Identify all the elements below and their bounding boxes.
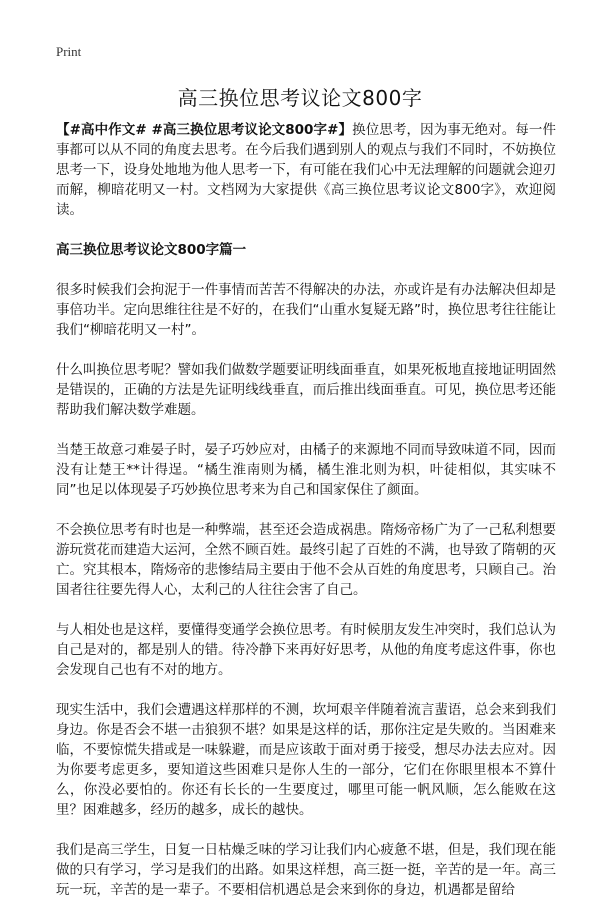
section-heading: 高三换位思考议论文800字篇一: [56, 242, 247, 258]
article-body: [56, 120, 556, 920]
body-paragraph: 与人相处也是这样，要懂得变通学会换位思考。有时候朋友发生冲突时，我们总认为自己是对的，都是别人的错。待冷静下来再好好思考，从他的角度考虑这件事，你也会发现自己也有不对的地方。: [56, 622, 556, 678]
body-paragraph: 不会换位思考有时也是一种弊端，甚至还会造成祸患。隋炀帝杨广为了一己私利想要游玩赏花而建造大运河，全然不顾百姓。最终引起了百姓的不满，也导致了隋朝的灭亡。究其根本，隋炀帝的悲惨结局主要由于他不会从百姓的角度思考，只顾自己。治国者往往要先得人心，太利己的人往往会害了自己。: [56, 522, 556, 598]
print-link[interactable]: Print: [56, 44, 82, 59]
intro-text: 换位思考，因为事无绝对。每一件事都可以从不同的角度去思考。在今后我们遇到别人的观点与我们不同时，不妨换位思考一下，设身处地地为他人思考一下，有可能在我们心中无法理解的问题就会迎刃而解，柳暗花明又一村。文档网为大家提供《高三换位思考议论文800字》，欢迎阅读。: [56, 122, 556, 218]
body-paragraph: 什么叫换位思考呢？譬如我们做数学题要证明线面垂直，如果死板地直接地证明固然是错误的，正确的方法是先证明线线垂直，而后推出线面垂直。可见，换位思考还能帮助我们解决数学难题。: [56, 362, 556, 418]
intro-paragraph: [56, 120, 556, 220]
body-paragraph: 很多时候我们会拘泥于一件事情而苦苦不得解决的办法，亦或许是有办法解决但却是事倍功半。定向思维往往是不好的，在我们“山重水复疑无路”时，换位思考往往能让我们“柳暗花明又一村”。: [56, 282, 556, 338]
body-paragraph: 现实生活中，我们会遭遇这样那样的不测，坎坷艰辛伴随着流言蜚语，总会来到我们身边。你是否会不堪一击狼狈不堪？如果是这样的话，那你注定是失败的。当困难来临，不要惊慌失措或是一味躲避，而是应该敢于面对勇于接受，想尽办法去应对。因为你要考虑更多，要知道这些困难只是你人生的一部分，它们在你眼里根本不算什么，你没必要怕的。你还有长长的一生要度过，哪里可能一帆风顺，怎么能败在这里？困难越多，经历的越多，成长的越快。: [56, 702, 556, 818]
body-paragraph: 我们是高三学生，日复一日枯燥乏味的学习让我们内心疲惫不堪，但是，我们现在能做的只有学习，学习是我们的出路。如果这样想，高三挺一挺，辛苦的是一年。高三玩一玩，辛苦的是一辈子。不要相信机遇总是会来到你的身边，机遇都是留给: [56, 842, 556, 898]
page-title: 高三换位思考议论文800字: [177, 86, 423, 110]
intro-tags: 【#高中作文# #高三换位思考议论文800字#】: [56, 122, 353, 138]
body-paragraph: 当楚王故意刁难晏子时，晏子巧妙应对，由橘子的来源地不同而导致味道不同，因而没有让楚王**计得逞。“橘生淮南则为橘，橘生淮北则为枳，叶徒相似，其实味不同”也足以体现晏子巧妙换位思考来为自己和国家保住了颜面。: [56, 442, 556, 498]
